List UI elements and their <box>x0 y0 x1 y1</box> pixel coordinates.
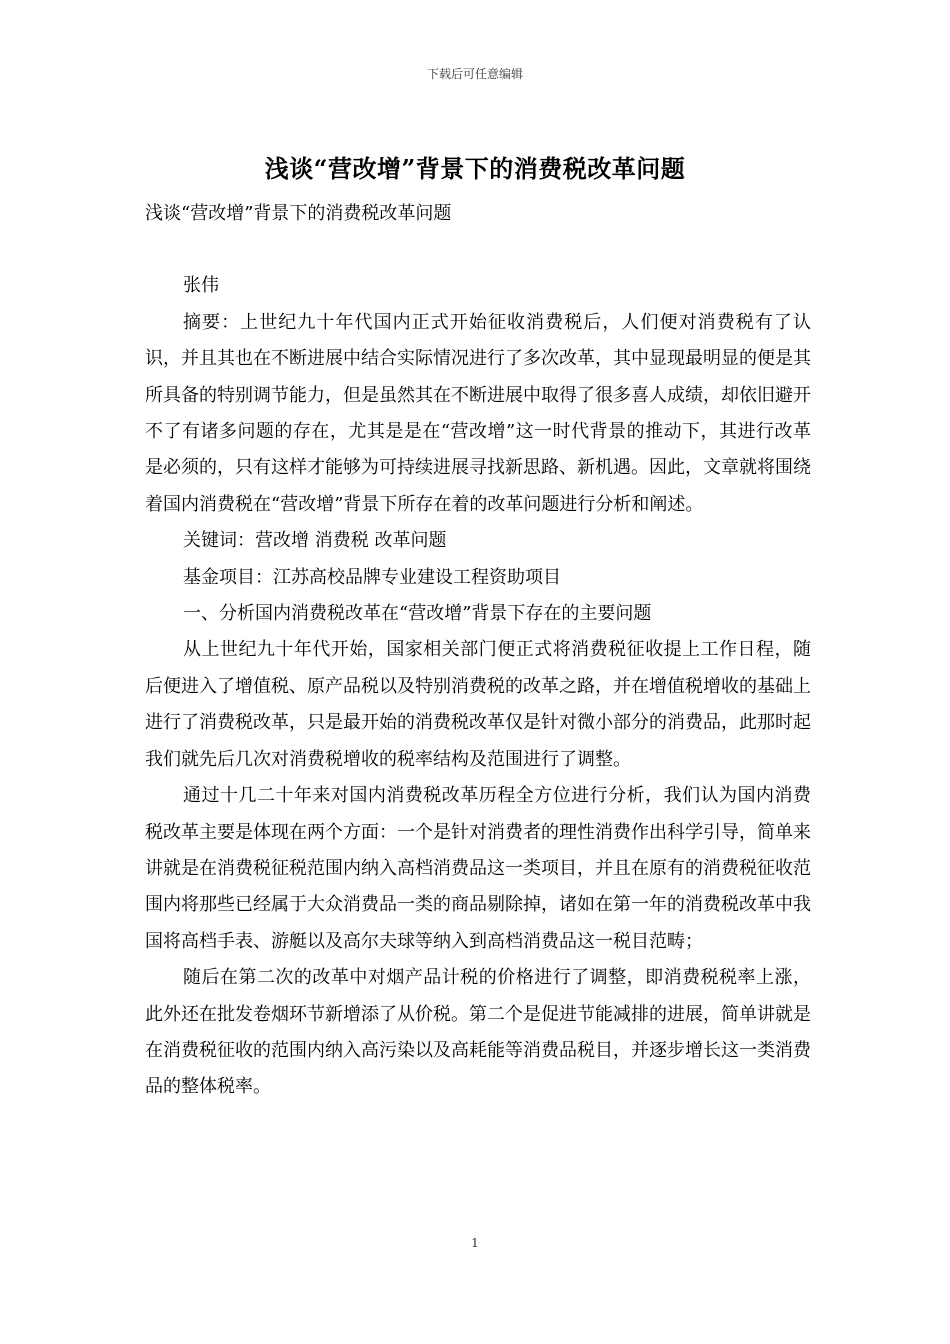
body-paragraph: 随后在第二次的改革中对烟产品计税的价格进行了调整，即消费税税率上涨，此外还在批发卷烟环节新增添了从价税。第二个是促进节能减排的进展，简单讲就是在消费税征收的范围内纳入高污染以及高耗能等消费品税目，并逐步增长这一类消费品的整体税率。 <box>145 967 811 1098</box>
body-paragraph: 从上世纪九十年代开始，国家相关部门便正式将消费税征收提上工作日程，随后便进入了增值税、原产品税以及特别消费税的改革之路，并在增值税增收的基础上进行了消费税改革，只是最开始的消费税改革仅是针对微小部分的消费品，此那时起我们就先后几次对消费税增收的税率结构及范围进行了调整。 <box>145 639 811 770</box>
keywords-line: 关键词：营改增 消费税 改革问题 <box>183 530 447 552</box>
document-title: 浅谈“营改增”背景下的消费税改革问题 <box>264 154 686 183</box>
abstract-paragraph: 摘要：上世纪九十年代国内正式开始征收消费税后，人们便对消费税有了认识，并且其也在不断进展中结合实际情况进行了多次改革，其中显现最明显的便是其所具备的特别调节能力，但是虽然其在不断进展中取得了很多喜人成绩，却依旧避开不了有诸多问题的存在，尤其是是在“营改增”这一时代背景的推动下，其进行改革是必须的，只有这样才能够为可持续进展寻找新思路、新机遇。因此，文章就将围绕着国内消费税在“营改增”背景下所存在着的改革问题进行分析和阐述。 <box>145 311 811 515</box>
page-number: 1 <box>471 1236 479 1250</box>
document-body <box>145 196 811 1106</box>
page-header: 下载后可任意编辑 <box>426 67 523 81</box>
document-subtitle: 浅谈“营改增”背景下的消费税改革问题 <box>145 203 452 224</box>
fund-project-line: 基金项目：江苏高校品牌专业建设工程资助项目 <box>183 566 561 588</box>
author-name: 张伟 <box>183 275 219 297</box>
section-heading: 一、分析国内消费税改革在“营改增”背景下存在的主要问题 <box>183 603 652 625</box>
body-paragraph: 通过十几二十年来对国内消费税改革历程全方位进行分析，我们认为国内消费税改革主要是体现在两个方面：一个是针对消费者的理性消费作出科学引导，简单来讲就是在消费税征税范围内纳入高档消费品这一类项目，并且在原有的消费税征收范围内将那些已经属于大众消费品一类的商品剔除掉，诸如在第一年的消费税改革中我国将高档手表、游艇以及高尔夫球等纳入到高档消费品这一税目范畴； <box>145 785 811 952</box>
